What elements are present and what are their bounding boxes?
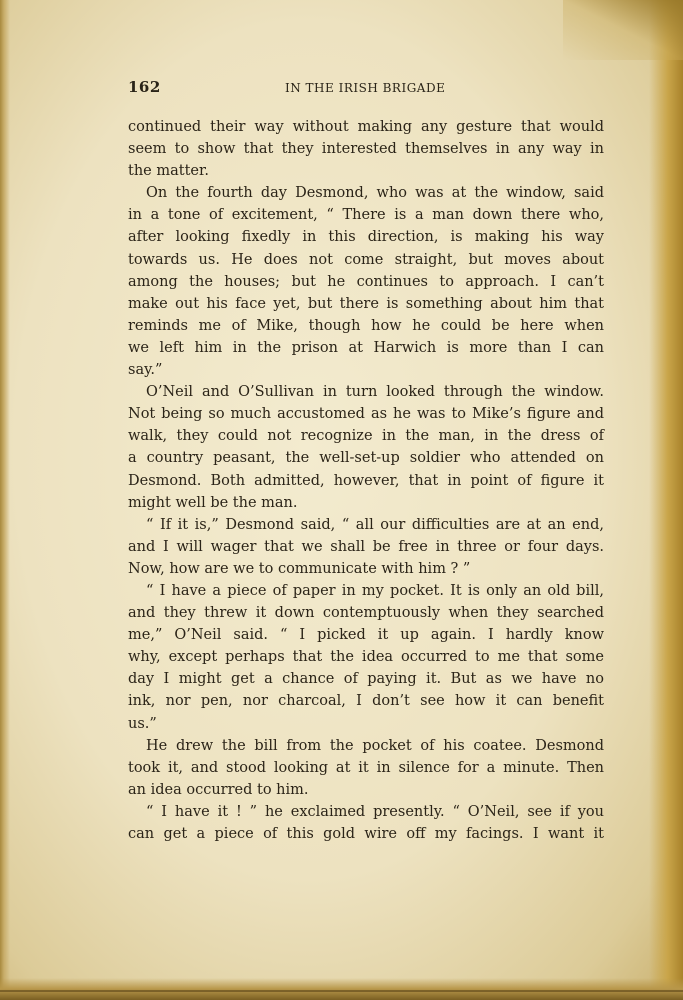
- page-header: [128, 78, 604, 98]
- text-line: seem to show that they interested themselves in any way in: [128, 141, 604, 158]
- body-text: [128, 116, 604, 845]
- paragraph: [128, 801, 604, 845]
- text-line: Now, how are we to communicate with him ? ”: [128, 560, 471, 577]
- text-line: and they threw it down contemptuously when they searched: [128, 605, 604, 622]
- text-line: Not being so much accustomed as he was to Mike’s figure and: [128, 406, 604, 423]
- text-line: a country peasant, the well-set-up soldier who attended on: [128, 450, 604, 467]
- text-line: “ I have a piece of paper in my pocket. It is only an old bill,: [146, 582, 604, 599]
- text-line: He drew the bill from the pocket of his coatee. Desmond: [146, 737, 604, 754]
- paragraph: [128, 580, 604, 735]
- page-number: 162: [128, 78, 161, 96]
- text-line: among the houses; but he continues to approach. I can’t: [128, 273, 604, 290]
- paragraph: [128, 182, 604, 381]
- text-line: in a tone of excitement, “ There is a man down there who,: [128, 207, 604, 224]
- paragraph: [128, 735, 604, 801]
- page-right-edge: [649, 0, 683, 1000]
- text-line: might well be the man.: [128, 494, 298, 511]
- text-line: and I will wager that we shall be free in three or four days.: [128, 538, 604, 555]
- paragraph: [128, 116, 604, 182]
- text-line: day I might get a chance of paying it. But as we have no: [128, 671, 604, 688]
- page-bottom-line: [0, 990, 683, 992]
- text-line: us.”: [128, 715, 157, 732]
- text-line: we left him in the prison at Harwich is more than I can: [128, 339, 604, 356]
- running-head: IN THE IRISH BRIGADE: [285, 81, 446, 95]
- text-line: towards us. He does not come straight, but moves about: [128, 251, 604, 268]
- text-line: reminds me of Mike, though how he could be here when: [128, 317, 604, 334]
- text-line: the matter.: [128, 163, 209, 180]
- text-line: took it, and stood looking at it in silence for a minute. Then: [128, 759, 604, 776]
- page-bottom-edge: [0, 978, 683, 1000]
- text-line: On the fourth day Desmond, who was at the window, said: [146, 185, 604, 202]
- paragraph: [128, 381, 604, 514]
- paragraph: [128, 514, 604, 580]
- text-line: me,” O’Neil said. “ I picked it up again. I hardly know: [128, 627, 604, 644]
- text-line: continued their way without making any gesture that would: [128, 119, 604, 135]
- text-line: can get a piece of this gold wire off my facings. I want it: [128, 826, 604, 842]
- text-line: “ If it is,” Desmond said, “ all our difficulties are at an end,: [146, 516, 604, 533]
- text-line: make out his face yet, but there is something about him that: [128, 295, 604, 312]
- text-line: say.”: [128, 362, 163, 379]
- text-line: O’Neil and O’Sullivan in turn looked through the window.: [146, 384, 604, 401]
- text-line: ink, nor pen, nor charcoal, I don’t see how it can benefit: [128, 693, 604, 710]
- text-line: why, except perhaps that the idea occurred to me that some: [128, 649, 604, 666]
- page-corner-shadow: [563, 0, 683, 60]
- text-line: Desmond. Both admitted, however, that in point of figure it: [128, 472, 604, 489]
- text-line: after looking fixedly in this direction, is making his way: [128, 229, 604, 246]
- text-line: walk, they could not recognize in the man, in the dress of: [128, 428, 604, 445]
- page-left-edge: [0, 0, 10, 1000]
- text-line: an idea occurred to him.: [128, 781, 309, 798]
- text-line: “ I have it ! ” he exclaimed presently. “ O’Neil, see if you: [146, 803, 604, 820]
